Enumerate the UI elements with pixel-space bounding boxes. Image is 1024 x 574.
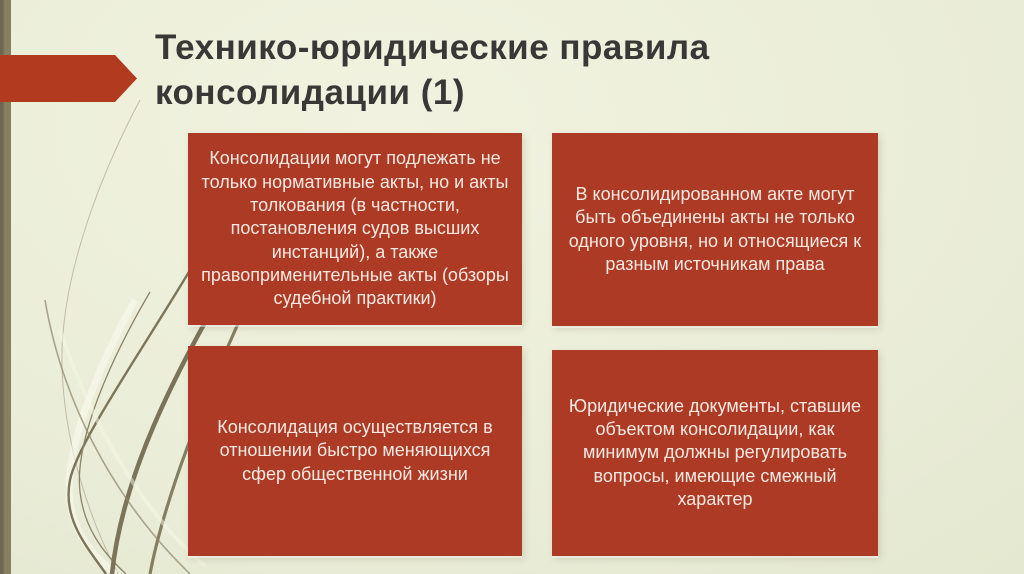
content-box-top-left	[188, 133, 522, 325]
slide-title: Технико-юридические правила консолидации (1)	[155, 28, 710, 112]
content-box-top-right	[552, 133, 878, 326]
content-box-bottom-left	[188, 346, 522, 556]
content-box-text: Юридические документы, ставшие объектом консолидации, как минимум должны регулировать вопросы, имеющие смежный характер	[568, 395, 862, 510]
content-box-text: Консолидация осуществляется в отношении быстро меняющихся сфер общественной жизни	[217, 416, 493, 484]
content-box-text: Консолидации могут подлежать не только нормативные акты, но и акты толкования (в частности, постановления судов высших инстанций), а также правоприменительные акты (обзоры судебной практики)	[201, 148, 509, 309]
title-arrow-marker	[0, 0, 150, 120]
content-box-text: В консолидированном акте могут быть объединены акты не только одного уровня, но и относящиеся к разным источникам права	[568, 183, 862, 274]
content-box-bottom-right	[552, 350, 878, 556]
